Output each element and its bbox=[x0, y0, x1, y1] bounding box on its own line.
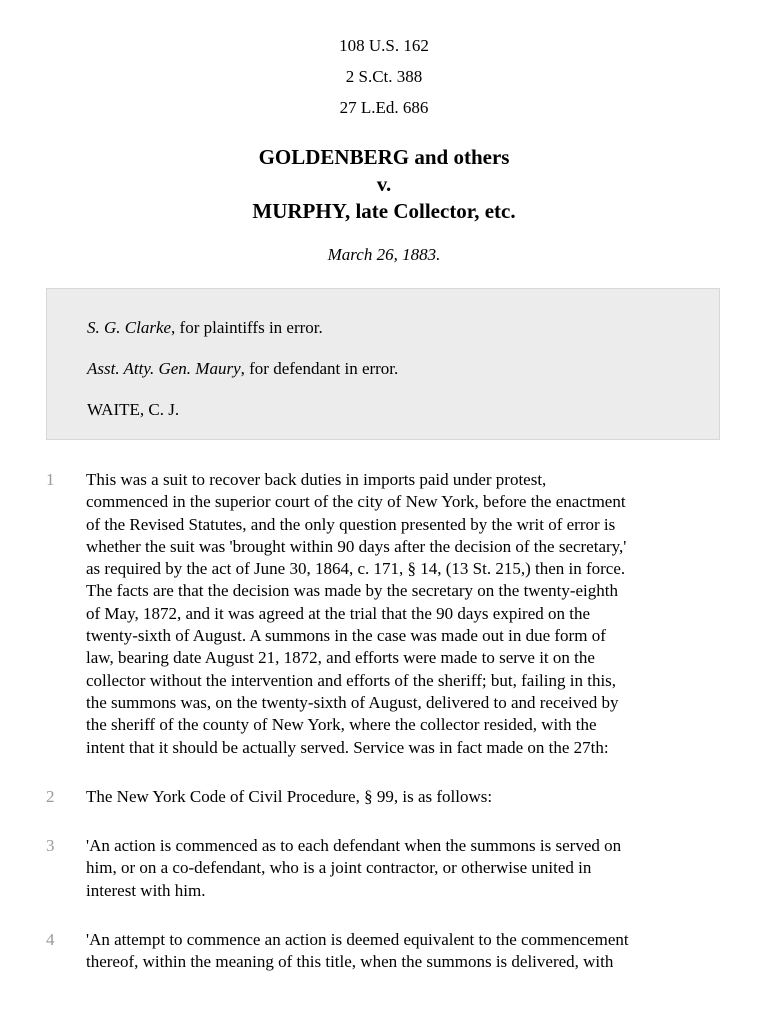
text-line: twenty-sixth of August. A summons in the case was made out in due form of bbox=[86, 626, 606, 646]
paragraph-text bbox=[86, 929, 726, 974]
paragraph-text bbox=[86, 835, 726, 902]
paragraph-number: 2 bbox=[46, 787, 55, 806]
text-line: commenced in the superior court of the city of New York, before the enactment bbox=[86, 492, 626, 512]
versus: v. bbox=[376, 172, 392, 196]
paragraph-number: 3 bbox=[46, 836, 55, 855]
defendant-name: MURPHY, late Collector, etc. bbox=[252, 199, 516, 223]
text-line: him, or on a co-defendant, who is a joint contractor, or otherwise united in bbox=[86, 858, 592, 878]
text-line: interest with him. bbox=[86, 880, 206, 900]
counsel-role: , for plaintiffs in error. bbox=[171, 318, 323, 337]
text-line: of the Revised Statutes, and the only question presented by the writ of error is bbox=[86, 514, 616, 534]
text-line: The New York Code of Civil Procedure, § 99, is as follows: bbox=[86, 787, 493, 806]
text-line: thereof, within the meaning of this title, when the summons is delivered, with bbox=[86, 952, 614, 972]
citation-led: 27 L.Ed. 686 bbox=[339, 98, 429, 117]
counsel-box bbox=[46, 288, 720, 440]
text-line: 'An action is commenced as to each defendant when the summons is served on bbox=[86, 836, 622, 855]
citations bbox=[0, 34, 768, 127]
counsel-plaintiffs bbox=[87, 317, 323, 339]
text-line: The facts are that the decision was made by the secretary on the twenty-eighth bbox=[86, 581, 618, 601]
paragraph-number: 4 bbox=[46, 930, 55, 949]
paragraph-text bbox=[86, 469, 726, 759]
citation-sct: 2 S.Ct. 388 bbox=[345, 67, 423, 86]
text-line: whether the suit was 'brought within 90 days after the decision of the secretary,' bbox=[86, 536, 627, 556]
text-line: as required by the act of June 30, 1864, c. 171, § 14, (13 St. 215,) then in force. bbox=[86, 559, 626, 579]
counsel-name: S. G. Clarke bbox=[87, 318, 172, 337]
counsel-role: , for defendant in error. bbox=[240, 359, 399, 378]
justice: WAITE, C. J. bbox=[87, 400, 180, 419]
text-line: the sheriff of the county of New York, where the collector resided, with the bbox=[86, 715, 597, 735]
text-line: 'An attempt to commence an action is deemed equivalent to the commencement bbox=[86, 930, 629, 949]
counsel-name: Asst. Atty. Gen. Maury bbox=[87, 359, 241, 378]
paragraph-number: 1 bbox=[46, 470, 55, 489]
citation-us: 108 U.S. 162 bbox=[339, 36, 429, 55]
case-title bbox=[0, 144, 768, 225]
text-line: intent that it should be actually served. Service was in fact made on the 27th: bbox=[86, 737, 609, 757]
paragraph-text bbox=[86, 786, 726, 808]
decision-date: March 26, 1883. bbox=[327, 245, 441, 264]
text-line: the summons was, on the twenty-sixth of August, delivered to and received by bbox=[86, 692, 619, 712]
text-line: This was a suit to recover back duties in imports paid under protest, bbox=[86, 470, 547, 489]
counsel-defendant bbox=[87, 358, 398, 380]
text-line: law, bearing date August 21, 1872, and efforts were made to serve it on the bbox=[86, 648, 595, 668]
plaintiff-name: GOLDENBERG and others bbox=[258, 145, 510, 169]
text-line: collector without the intervention and efforts of the sheriff; but, failing in this, bbox=[86, 670, 617, 690]
text-line: of May, 1872, and it was agreed at the trial that the 90 days expired on the bbox=[86, 603, 591, 623]
